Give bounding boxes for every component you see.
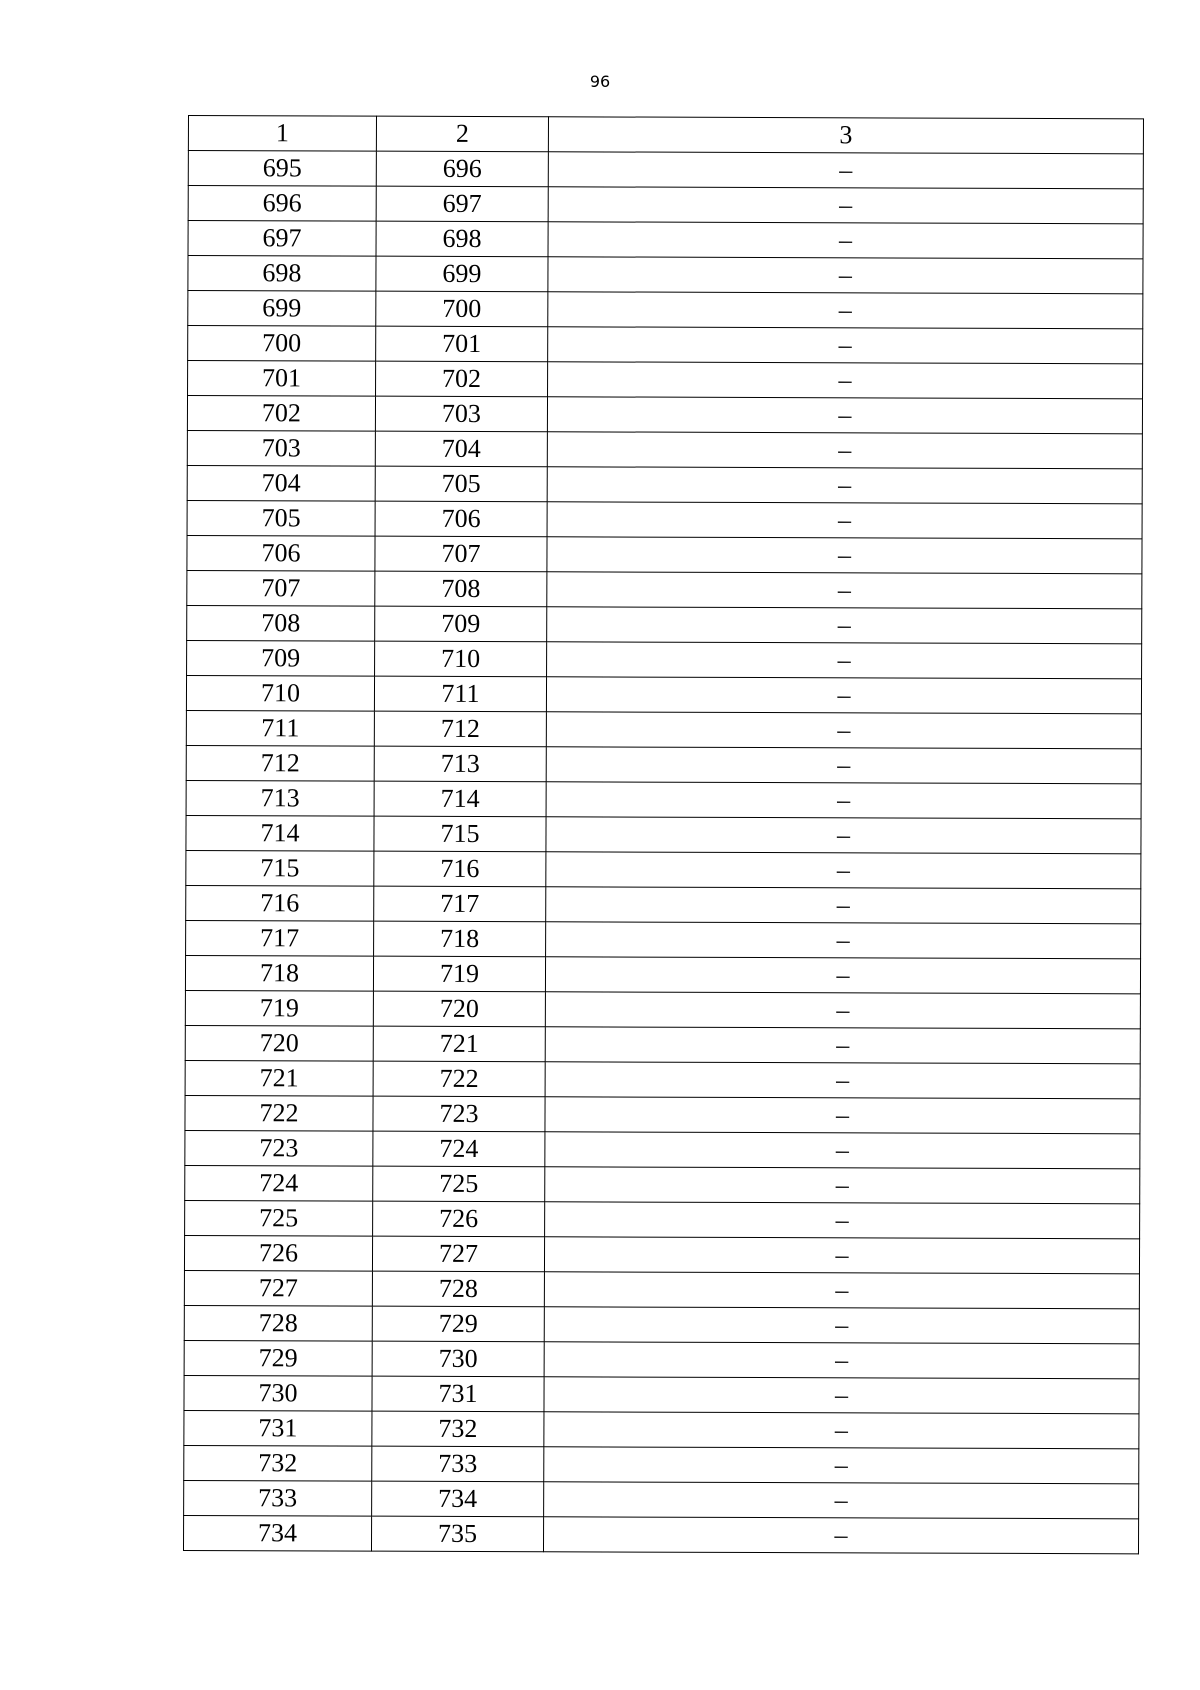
table-row [186,780,1141,818]
table-cell-col3: – [544,1482,1139,1519]
table-cell-col2: 720 [373,991,545,1027]
table-cell-col1: 730 [184,1375,372,1411]
table-cell-col3: – [544,1412,1139,1449]
table-cell-col2: 724 [373,1131,545,1167]
table-cell-col2: 709 [375,606,547,642]
table-cell-col1: 734 [183,1515,371,1551]
table-cell-col3: – [548,152,1143,189]
table-row [186,920,1141,958]
table-cell-col1: 706 [187,535,375,571]
table-cell-col3: – [546,747,1141,784]
table-cell-col2: 722 [373,1061,545,1097]
table-cell-col1: 710 [186,675,374,711]
table-row [186,885,1141,923]
table-cell-col1: 712 [186,745,374,781]
table-cell-col3: – [548,362,1143,399]
table-cell-col3: – [544,1377,1139,1414]
table-cell-col3: – [547,467,1142,504]
table-cell-col2: 699 [376,256,548,292]
table-cell-col2: 719 [373,956,545,992]
table-cell-col3: – [546,922,1141,959]
table-row [186,710,1141,748]
data-table [183,115,1144,1554]
table-cell-col2: 729 [372,1306,544,1342]
table-cell-col2: 731 [372,1376,544,1412]
table-cell-col2: 727 [372,1236,544,1272]
table-cell-col2: 733 [372,1446,544,1482]
table-cell-col1: 729 [184,1340,372,1376]
table-cell-col2: 711 [374,676,546,712]
table-cell-col3: – [546,712,1141,749]
column-header-1: 1 [188,116,376,152]
table-cell-col3: – [547,397,1142,434]
table-cell-col1: 697 [188,221,376,257]
table-body [183,116,1143,1554]
table-row [187,396,1142,434]
column-header-3: 3 [548,117,1143,154]
table-cell-col2: 712 [374,711,546,747]
table-row [184,1375,1139,1413]
table-row [188,256,1143,294]
table-cell-col1: 732 [184,1445,372,1481]
table-cell-col2: 715 [374,816,546,852]
table-cell-col1: 704 [187,465,375,501]
table-row [188,361,1143,399]
table-cell-col1: 705 [187,500,375,536]
table-row [185,955,1140,993]
table-row [184,1270,1139,1308]
table-cell-col2: 700 [376,291,548,327]
table-cell-col2: 705 [375,466,547,502]
table-cell-col3: – [545,1097,1140,1134]
table-cell-col2: 721 [373,1026,545,1062]
table-cell-col1: 723 [185,1130,373,1166]
table-row [186,850,1141,888]
table-cell-col2: 735 [371,1516,543,1552]
table-cell-col1: 703 [187,430,375,466]
table-cell-col3: – [547,537,1142,574]
table-cell-col3: – [548,292,1143,329]
table-cell-col3: – [547,642,1142,679]
table-cell-col1: 711 [186,710,374,746]
table-cell-col2: 734 [372,1481,544,1517]
table-cell-col1: 699 [188,291,376,327]
table-cell-col1: 715 [186,850,374,886]
table-row [184,1235,1139,1273]
table-cell-col1: 726 [184,1235,372,1271]
table-cell-col3: – [544,1237,1139,1274]
table-row [188,151,1143,189]
table-row [184,1445,1139,1483]
table-cell-col2: 714 [374,781,546,817]
table-cell-col3: – [548,327,1143,364]
table-cell-col2: 701 [376,326,548,362]
table-cell-col3: – [545,1202,1140,1239]
table-row [187,535,1142,573]
table-cell-col2: 707 [375,536,547,572]
table-cell-col2: 718 [374,921,546,957]
table-cell-col2: 697 [376,186,548,222]
table-row [183,1515,1138,1553]
table-cell-col3: – [547,607,1142,644]
table-cell-col3: – [543,1517,1138,1554]
table-cell-col1: 701 [188,361,376,397]
table-cell-col1: 707 [187,570,375,606]
table-row [186,675,1141,713]
table-cell-col1: 713 [186,780,374,816]
column-header-2: 2 [376,116,548,152]
table-cell-col3: – [545,1167,1140,1204]
table-row [188,186,1143,224]
table-cell-col1: 724 [185,1165,373,1201]
table-cell-col2: 726 [373,1201,545,1237]
table-row [187,500,1142,538]
table-row [188,221,1143,259]
table-cell-col3: – [544,1342,1139,1379]
table-cell-col2: 730 [372,1341,544,1377]
table-cell-col2: 698 [376,221,548,257]
table-cell-col3: – [548,222,1143,259]
table-cell-col2: 696 [376,151,548,187]
table-cell-col1: 718 [185,955,373,991]
table-cell-col3: – [546,887,1141,924]
table-cell-col2: 716 [374,851,546,887]
table-cell-col1: 709 [187,640,375,676]
table-cell-col1: 721 [185,1060,373,1096]
table-header-row [188,116,1143,154]
table-cell-col2: 710 [375,641,547,677]
table-row [188,291,1143,329]
table-cell-col2: 732 [372,1411,544,1447]
table-row [185,1130,1140,1168]
table-cell-col1: 722 [185,1095,373,1131]
table-row [187,465,1142,503]
table-cell-col1: 720 [185,1025,373,1061]
table-row [187,605,1142,643]
table-row [184,1480,1139,1518]
table-cell-col3: – [545,1027,1140,1064]
table-cell-col3: – [544,1272,1139,1309]
table-cell-col1: 700 [188,326,376,362]
table-cell-col3: – [547,572,1142,609]
table-cell-col2: 706 [375,501,547,537]
table-row [187,640,1142,678]
table-cell-col1: 708 [187,605,375,641]
table-cell-col3: – [545,1062,1140,1099]
table-cell-col1: 702 [187,396,375,432]
table-cell-col1: 696 [188,186,376,222]
table-cell-col3: – [547,502,1142,539]
table-cell-col3: – [546,677,1141,714]
table-cell-col3: – [546,817,1141,854]
table-cell-col2: 702 [376,361,548,397]
table-cell-col3: – [545,1132,1140,1169]
table-cell-col2: 723 [373,1096,545,1132]
table-row [188,326,1143,364]
table-cell-col1: 717 [186,920,374,956]
table-cell-col3: – [544,1307,1139,1344]
table-cell-col1: 716 [186,885,374,921]
table-row [185,1165,1140,1203]
table-cell-col1: 728 [184,1305,372,1341]
table-cell-col1: 725 [185,1200,373,1236]
table-cell-col2: 704 [375,431,547,467]
table-cell-col3: – [546,782,1141,819]
table-row [187,570,1142,608]
table-row [185,990,1140,1028]
table-cell-col2: 728 [372,1271,544,1307]
table-cell-col3: – [545,957,1140,994]
page-number: 96 [589,72,611,91]
table-cell-col2: 717 [374,886,546,922]
table-cell-col3: – [548,187,1143,224]
table-row [184,1340,1139,1378]
table-row [186,745,1141,783]
table-cell-col2: 703 [375,396,547,432]
table-cell-col1: 714 [186,815,374,851]
table-cell-col2: 708 [375,571,547,607]
table-cell-col1: 727 [184,1270,372,1306]
table-row [185,1025,1140,1063]
table-cell-col3: – [548,257,1143,294]
table-row [186,815,1141,853]
table-cell-col1: 695 [188,151,376,187]
table-row [184,1410,1139,1448]
table-cell-col2: 713 [374,746,546,782]
table-row [187,430,1142,468]
table-cell-col1: 719 [185,990,373,1026]
table-cell-col3: – [547,432,1142,469]
table-cell-col1: 733 [184,1480,372,1516]
table-cell-col3: – [545,992,1140,1029]
table-row [184,1305,1139,1343]
table-cell-col2: 725 [373,1166,545,1202]
table-cell-col1: 698 [188,256,376,292]
table-cell-col3: – [544,1447,1139,1484]
table-cell-col3: – [546,852,1141,889]
table-row [185,1095,1140,1133]
table-cell-col1: 731 [184,1410,372,1446]
table-row [185,1060,1140,1098]
table-row [185,1200,1140,1238]
